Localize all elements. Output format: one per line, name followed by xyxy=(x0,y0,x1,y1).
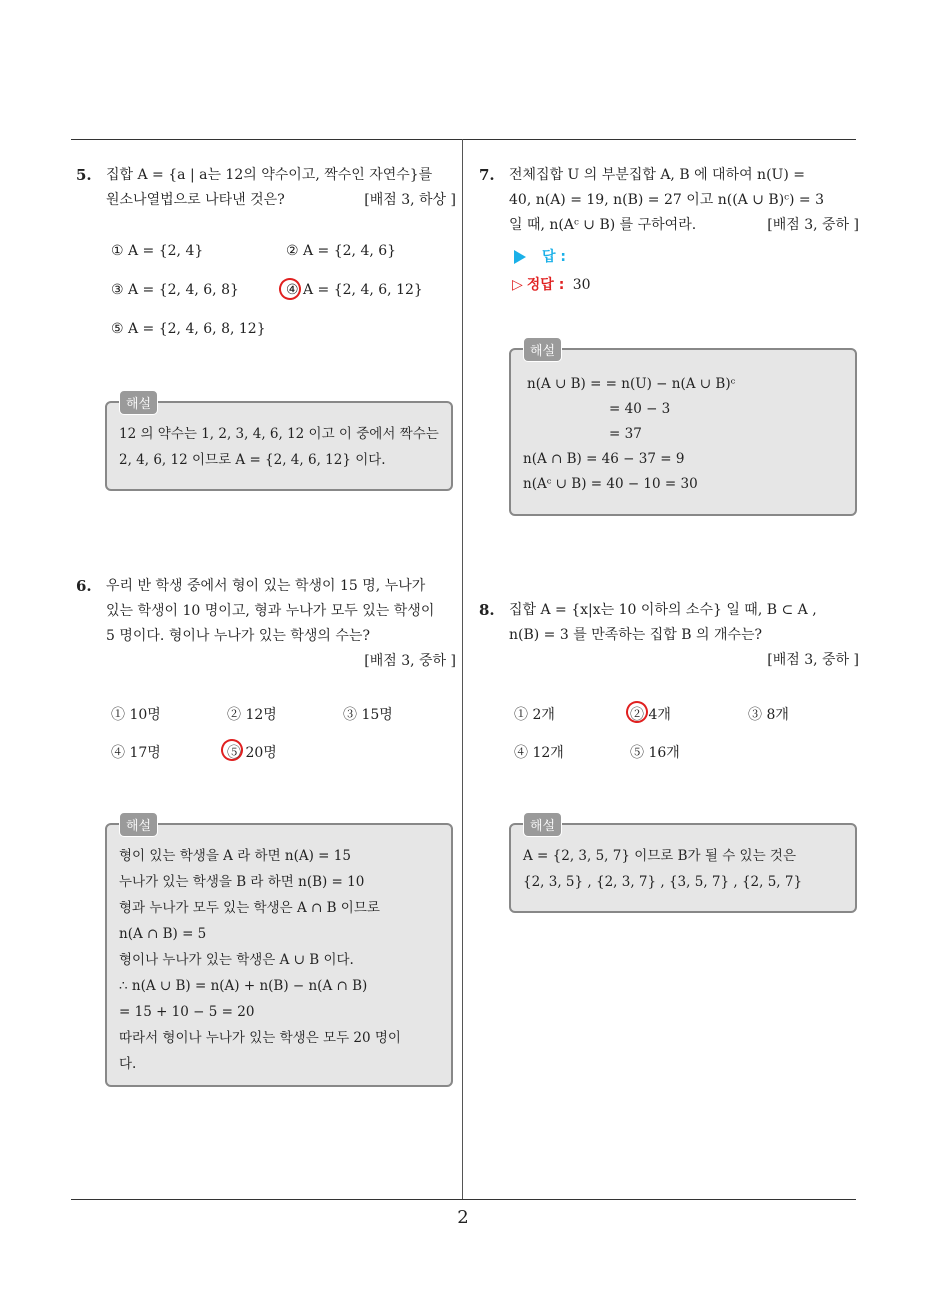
solution-line: 형과 누나가 모두 있는 학생은 A ∩ B 이므로 xyxy=(119,900,380,916)
solution-line: = 15 + 10 − 5 = 20 xyxy=(119,1004,255,1020)
question-7 xyxy=(479,163,859,238)
score-label: [배점 3, 하상 ] xyxy=(364,192,456,208)
question-6 xyxy=(76,574,456,674)
choice-4[interactable]: ④ 12개 xyxy=(514,745,564,761)
solution-tag: 해설 xyxy=(523,337,562,362)
solution-line: 형이 있는 학생을 A 라 하면 n(A) = 15 xyxy=(119,848,351,864)
choice-1[interactable]: ① 10명 xyxy=(111,707,161,723)
question-text-line: 전체집합 U 의 부분집합 A, B 에 대하여 n(U) = xyxy=(509,167,805,183)
solution-line: n(A ∩ B) = 5 xyxy=(119,926,207,942)
score-label: [배점 3, 중하 ] xyxy=(364,653,456,669)
question-text-line: 집합 A = {a | a는 12의 약수이고, 짝수인 자연수}를 xyxy=(106,167,433,183)
correct-value: 30 xyxy=(572,277,591,293)
score-label: [배점 3, 중하 ] xyxy=(767,652,859,668)
solution-box xyxy=(509,344,857,516)
solution-tag: 해설 xyxy=(523,812,562,837)
solution-box xyxy=(509,819,857,913)
top-rule xyxy=(71,139,856,140)
question-number: 8. xyxy=(479,601,495,619)
choice-1[interactable]: ① A = {2, 4} xyxy=(111,243,204,259)
solution-line: 12 의 약수는 1, 2, 3, 4, 6, 12 이고 이 중에서 짝수는 xyxy=(119,426,439,442)
solution-line: A = {2, 3, 5, 7} 이므로 B가 될 수 있는 것은 xyxy=(523,848,797,864)
solution-line: 형이나 누나가 있는 학생은 A ∪ B 이다. xyxy=(119,952,354,968)
choice-2[interactable]: ② 12명 xyxy=(227,707,277,723)
solution-line: = 37 xyxy=(609,426,642,442)
choice-5[interactable]: ⑤ 20명 xyxy=(227,745,277,761)
solution-box xyxy=(105,397,453,491)
choice-3[interactable]: ③ 15명 xyxy=(343,707,393,723)
solution-line: 다. xyxy=(119,1056,137,1072)
answer-circle-mark xyxy=(276,275,304,303)
solution-tag: 해설 xyxy=(119,812,158,837)
solution-line: n(Aᶜ ∪ B) = 40 − 10 = 30 xyxy=(523,476,698,492)
choice-3[interactable]: ③ 8개 xyxy=(748,707,789,723)
solution-box xyxy=(105,819,453,1087)
correct-answer-line xyxy=(512,274,591,294)
choice-2[interactable]: ② A = {2, 4, 6} xyxy=(286,243,397,259)
solution-line: 따라서 형이나 누나가 있는 학생은 모두 20 명이 xyxy=(119,1030,401,1046)
choice-4[interactable]: ④ A = {2, 4, 6, 12} xyxy=(286,282,423,298)
question-text-line: 원소나열법으로 나타낸 것은? xyxy=(106,192,285,208)
solution-tag: 해설 xyxy=(119,390,158,415)
choice-4[interactable]: ④ 17명 xyxy=(111,745,161,761)
score-label: [배점 3, 중하 ] xyxy=(767,217,859,233)
outline-triangle-icon: ▷ xyxy=(512,277,523,293)
question-number: 6. xyxy=(76,577,92,595)
question-number: 5. xyxy=(76,166,92,184)
play-triangle-icon xyxy=(514,250,526,264)
correct-label: 정답 : xyxy=(526,277,565,293)
solution-line: {2, 3, 5} , {2, 3, 7} , {3, 5, 7} , {2, 5, 7} xyxy=(523,874,803,890)
choice-5[interactable]: ⑤ 16개 xyxy=(630,745,680,761)
question-text-line: 5 명이다. 형이나 누나가 있는 학생의 수는? xyxy=(106,628,370,644)
solution-line: n(A ∪ B) = = n(U) − n(A ∪ B)ᶜ xyxy=(527,376,736,392)
question-text-line: 40, n(A) = 19, n(B) = 27 이고 n((A ∪ B)ᶜ) = 3 xyxy=(509,192,825,208)
question-text-line: 있는 학생이 10 명이고, 형과 누나가 모두 있는 학생이 xyxy=(106,603,435,619)
question-text-line: 집합 A = {x|x는 10 이하의 소수} 일 때, B ⊂ A , xyxy=(509,602,817,618)
question-number: 7. xyxy=(479,166,495,184)
solution-line: = 40 − 3 xyxy=(609,401,671,417)
choice-3[interactable]: ③ A = {2, 4, 6, 8} xyxy=(111,282,239,298)
solution-line: ∴ n(A ∪ B) = n(A) + n(B) − n(A ∩ B) xyxy=(119,978,368,994)
question-text-line: 우리 반 학생 중에서 형이 있는 학생이 15 명, 누나가 xyxy=(106,578,426,594)
choice-2[interactable]: ② 4개 xyxy=(630,707,671,723)
question-text-line: 일 때, n(Aᶜ ∪ B) 를 구하여라. xyxy=(509,217,697,233)
page-number: 2 xyxy=(457,1207,469,1228)
choice-5[interactable]: ⑤ A = {2, 4, 6, 8, 12} xyxy=(111,321,266,337)
solution-line: n(A ∩ B) = 46 − 37 = 9 xyxy=(523,451,685,467)
question-8 xyxy=(479,598,859,673)
choice-1[interactable]: ① 2개 xyxy=(514,707,555,723)
column-divider xyxy=(462,139,463,1200)
bottom-rule xyxy=(71,1199,856,1200)
answer-label: 답 : xyxy=(542,249,566,265)
answer-input-line[interactable] xyxy=(514,246,566,266)
solution-line: 누나가 있는 학생을 B 라 하면 n(B) = 10 xyxy=(119,874,365,890)
question-text-line: n(B) = 3 를 만족하는 집합 B 의 개수는? xyxy=(509,627,763,643)
question-5 xyxy=(76,163,456,213)
solution-line: 2, 4, 6, 12 이므로 A = {2, 4, 6, 12} 이다. xyxy=(119,452,386,468)
